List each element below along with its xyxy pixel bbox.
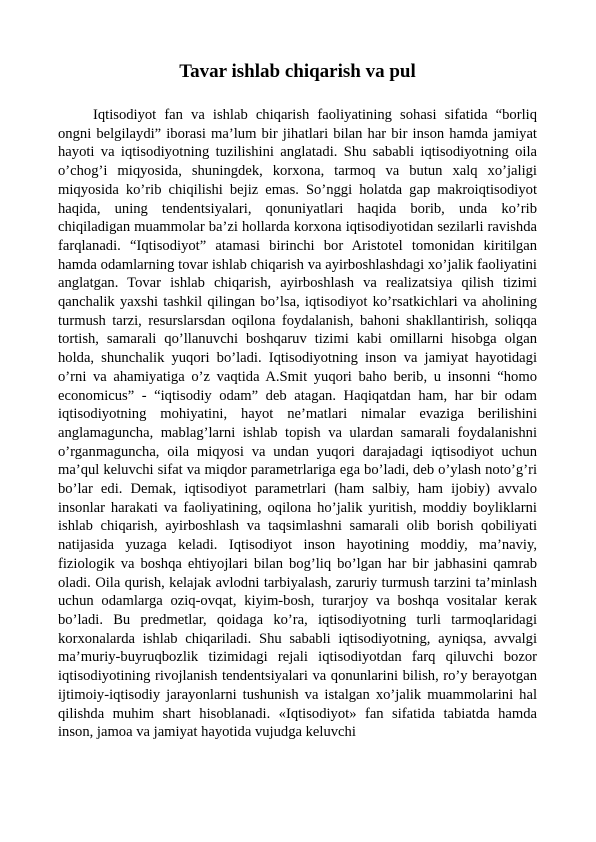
document-title: Tavar ishlab chiqarish va pul [179,61,416,82]
body-paragraph: Iqtisodiyot fan va ishlab chiqarish faoliyatining sohasi sifatida “borliq ongni belgilaydi” iborasi ma’lum bir jihatlari bilan har bir inson hamda jamiyat hayoti va iqtisodiyotning tuzilishini anglatadi. Shu sababli iqtisodiyotning oila o’chog’i miqyosida, shuningdek, korxona, tarmoq va butun xalq xo’jaligi miqyosida ko’rib chiqilishi bejiz emas. So’nggi holatda gap makroiqtisodiyot haqida, uning tendentsiyalari, qonuniyatlari haqida borib, unda ko’rib chiqiladigan muammolar ba’zi hollarda korxona iqtisodiyotidan sezilarli ravishda farqlanadi. “Iqtisodiyot” atamasi birinchi bor Aristotel tomonidan kiritilgan hamda odamlarning tovar ishlab chiqarish va ayirboshlashdagi xo’jalik faoliyatini anglatgan. Tovar ishlab chiqarish, ayirboshlash va realizatsiya qilish tizimi qanchalik yaxshi tashkil qilingan bo’lsa, iqtisodiyot ko’rsatkichlari va aholining turmush tarzi, resurslarsdan oqilona foydalanish, bahoni shakllantirish, soliqqa tortish, samarali qo’llanuvchi boshqaruv tizimi kabi omillarni hisobga olgan holda, shunchalik yuqori bo’ladi. Iqtisodiyotning inson va jamiyat hayotidagi o’rni va ahamiyatiga o’z vaqtida A.Smit yuqori baho berib, u insonni “homo economicus” - “iqtisodiy odam” deb atagan. Haqiqatdan ham, har bir odam iqtisodiyotning mohiyatini, hayot ne’matlari nimalar evaziga berilishini anglamaguncha, mablag’larni ishlab topish va ulardan samarali foydalanishni o’rganmaguncha, oila miqyosi va undan yuqori darajadagi iqtisodiyot uchun ma’qul keluvchi sifat va miqdor parametrlariga ega bo’ladi, deb o’ylash noto’g’ri bo’lar edi. Demak, iqtisodiyot parametrlari (ham salbiy, ham ijobiy) avvalo insonlar harakati va faoliyatining, oqilona ho’jalik yuritish, moddiy boyliklarni ishlab chiqarish, ayirboshlash va taqsimlashni samarali olib borish qobiliyati natijasida yuzaga keladi. Iqtisodiyot inson hayotining moddiy, ma’naviy, fiziologik va boshqa ehtiyojlari bilan bog’liq bo’lgan har bir jabhasini qamrab oladi. Oila qurish, kelajak avlodni tarbiyalash, zaruriy turmush tarzini ta’minlash uchun odamlarga oziq-ovqat, kiyim-bosh, turarjoy va boshqa vositalar kerak bo’ladi. Bu predmetlar, qoidaga ko’ra, iqtisodiyotning turli tarmoqlaridagi korxonalarda ishlab chiqariladi. Shu sababli iqtisodiyotning, ayniqsa, avvalgi ma’muriy-buyruqbozlik tizimidagi rejali iqtisodiyotdan farq qiluvchi bozor iqtisodiyotining rivojlanish tendentsiyalari va qonunlarini bilish, ro’y berayotgan ijtimoiy-iqtisodiy jarayonlarni tushunish va istalgan xo’jalik muammolarini hal qilishda muhim shart hisoblanadi. «Iqtisodiyot» fan sifatida tabiatda hamda inson, jamoa va jamiyat hayotida vujudga keluvchi [58,107,537,741]
document-page [58,60,537,742]
